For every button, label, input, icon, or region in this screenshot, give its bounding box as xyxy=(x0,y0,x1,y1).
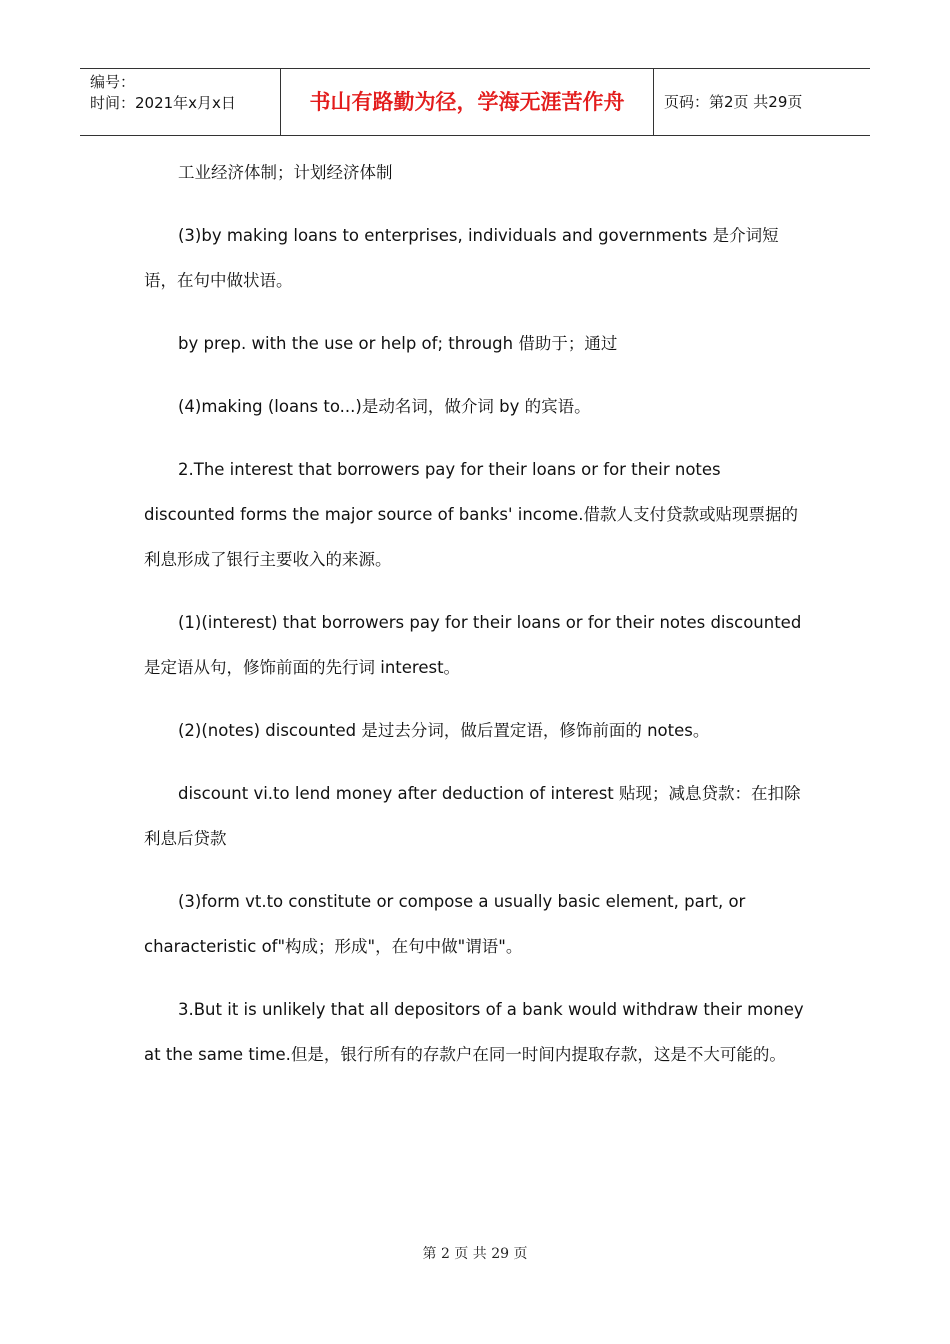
document-number-label: 编号： xyxy=(90,73,136,91)
paragraph-8: discount vi.to lend money after deduction of interest 贴现；减息贷款：在扣除利息后贷款 xyxy=(144,784,801,848)
header-motto: 书山有路勤为径，学海无涯苦作舟 xyxy=(281,69,654,136)
paragraph-6: (1)(interest) that borrowers pay for their loans or for their notes discounted 是定语从句，修饰前面的先行词 interest。 xyxy=(144,613,802,677)
page-header xyxy=(80,68,870,136)
page-footer: 第 2 页 共 29 页 xyxy=(422,1246,528,1262)
paragraph-2: (3)by making loans to enterprises, individuals and governments 是介词短语，在句中做状语。 xyxy=(144,226,779,290)
header-meta xyxy=(80,69,281,136)
paragraph-7: (2)(notes) discounted 是过去分词，做后置定语，修饰前面的 notes。 xyxy=(178,721,710,740)
document-time-label: 时间：2021年x月x日 xyxy=(90,94,236,112)
paragraph-3: by prep. with the use or help of; through 借助于；通过 xyxy=(178,334,618,353)
paragraph-4: (4)making (loans to...)是动名词，做介词 by 的宾语。 xyxy=(178,397,591,416)
document-body xyxy=(144,150,804,1077)
paragraph-5: 2.The interest that borrowers pay for their loans or for their notes discounted forms the major source of banks' income.借款人支付贷款或贴现票据的利息形成了银行主要收入的来源。 xyxy=(144,460,798,569)
paragraph-1: 工业经济体制；计划经济体制 xyxy=(178,163,393,182)
header-page-info: 页码：第2页 共29页 xyxy=(664,93,803,111)
paragraph-9: (3)form vt.to constitute or compose a usually basic element, part, or characteristic of"构成；形成"，在句中做"谓语"。 xyxy=(144,892,746,956)
paragraph-10: 3.But it is unlikely that all depositors of a bank would withdraw their money at the same time.但是，银行所有的存款户在同一时间内提取存款，这是不大可能的。 xyxy=(144,1000,804,1064)
